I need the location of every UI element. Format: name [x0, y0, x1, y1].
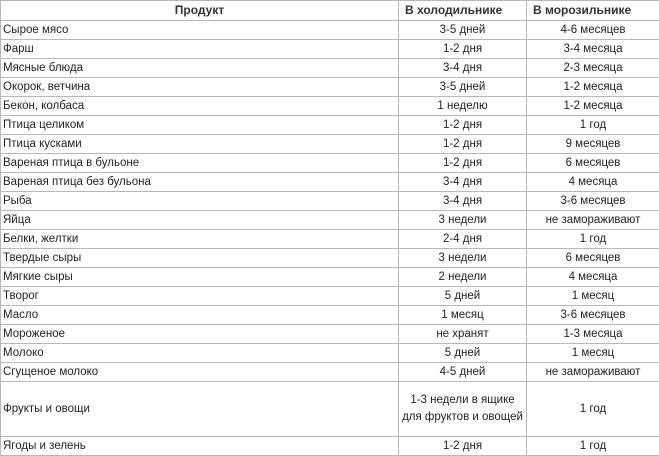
freezer-cell: 1 год — [527, 116, 659, 135]
product-cell: Мягкие сыры — [1, 268, 399, 287]
table-row — [1, 382, 659, 437]
fridge-cell: 2 недели — [399, 268, 527, 287]
table-row — [1, 21, 659, 40]
freezer-cell: не замораживают — [527, 211, 659, 230]
table-row — [1, 437, 659, 456]
fridge-cell: 3 недели — [399, 211, 527, 230]
freezer-cell: 9 месяцев — [527, 135, 659, 154]
product-cell: Ягоды и зелень — [1, 437, 399, 456]
fridge-cell: 1 месяц — [399, 306, 527, 325]
fridge-cell: не хранят — [399, 325, 527, 344]
table-row — [1, 154, 659, 173]
freezer-cell: не замораживают — [527, 363, 659, 382]
header-product: Продукт — [1, 1, 399, 21]
freezer-cell: 4-6 месяцев — [527, 21, 659, 40]
fridge-cell: 1-2 дня — [399, 40, 527, 59]
product-cell: Вареная птица без бульона — [1, 173, 399, 192]
product-cell: Яйца — [1, 211, 399, 230]
product-cell: Вареная птица в бульоне — [1, 154, 399, 173]
fridge-cell: 3-5 дней — [399, 21, 527, 40]
fridge-cell: 2-4 дня — [399, 230, 527, 249]
freezer-cell: 4 месяца — [527, 268, 659, 287]
product-cell: Фрукты и овощи — [1, 382, 399, 437]
table-row — [1, 211, 659, 230]
table-row — [1, 306, 659, 325]
table-row — [1, 116, 659, 135]
product-cell: Птица кусками — [1, 135, 399, 154]
table-row — [1, 59, 659, 78]
table-row — [1, 192, 659, 211]
table-row — [1, 173, 659, 192]
freezer-cell: 6 месяцев — [527, 154, 659, 173]
table-row — [1, 287, 659, 306]
product-cell: Сырое мясо — [1, 21, 399, 40]
table-row — [1, 249, 659, 268]
freezer-cell: 1 год — [527, 382, 659, 437]
fridge-cell: 5 дней — [399, 344, 527, 363]
table-row — [1, 97, 659, 116]
table-row — [1, 344, 659, 363]
fridge-cell: 1-2 дня — [399, 437, 527, 456]
fridge-cell: 5 дней — [399, 287, 527, 306]
fridge-cell: 3-5 дней — [399, 78, 527, 97]
header-fridge: В холодильнике — [399, 1, 527, 21]
table-row — [1, 268, 659, 287]
table-row — [1, 40, 659, 59]
freezer-cell: 1 год — [527, 437, 659, 456]
fridge-cell: 4-5 дней — [399, 363, 527, 382]
header-freezer: В морозильнике — [527, 1, 659, 21]
table-row — [1, 135, 659, 154]
fridge-cell: 1-2 дня — [399, 154, 527, 173]
product-cell: Окорок, ветчина — [1, 78, 399, 97]
table-row — [1, 230, 659, 249]
fridge-cell: 1 неделю — [399, 97, 527, 116]
fridge-cell: 3 недели — [399, 249, 527, 268]
product-cell: Масло — [1, 306, 399, 325]
fridge-cell: 1-2 дня — [399, 135, 527, 154]
freezer-cell: 1-2 месяца — [527, 78, 659, 97]
table-row — [1, 78, 659, 97]
product-cell: Бекон, колбаса — [1, 97, 399, 116]
fridge-cell: 1-3 недели в ящике для фруктов и овощей — [399, 382, 527, 437]
fridge-cell: 1-2 дня — [399, 116, 527, 135]
freezer-cell: 3-6 месяцев — [527, 192, 659, 211]
freezer-cell: 1 месяц — [527, 287, 659, 306]
product-cell: Мясные блюда — [1, 59, 399, 78]
table-row — [1, 363, 659, 382]
product-cell: Творог — [1, 287, 399, 306]
freezer-cell: 1-3 месяца — [527, 325, 659, 344]
freezer-cell: 2-3 месяца — [527, 59, 659, 78]
fridge-cell: 3-4 дня — [399, 192, 527, 211]
product-cell: Сгущеное молоко — [1, 363, 399, 382]
table-row — [1, 325, 659, 344]
product-cell: Твердые сыры — [1, 249, 399, 268]
product-cell: Фарш — [1, 40, 399, 59]
product-cell: Молоко — [1, 344, 399, 363]
fridge-cell: 3-4 дня — [399, 173, 527, 192]
header-row — [1, 1, 659, 21]
freezer-cell: 1 месяц — [527, 344, 659, 363]
freezer-cell: 4 месяца — [527, 173, 659, 192]
product-cell: Мороженое — [1, 325, 399, 344]
freezer-cell: 1-2 месяца — [527, 97, 659, 116]
product-cell: Белки, желтки — [1, 230, 399, 249]
freezer-cell: 6 месяцев — [527, 249, 659, 268]
product-cell: Птица целиком — [1, 116, 399, 135]
product-cell: Рыба — [1, 192, 399, 211]
fridge-cell: 3-4 дня — [399, 59, 527, 78]
freezer-cell: 3-4 месяца — [527, 40, 659, 59]
freezer-cell: 1 год — [527, 230, 659, 249]
freezer-cell: 3-6 месяцев — [527, 306, 659, 325]
